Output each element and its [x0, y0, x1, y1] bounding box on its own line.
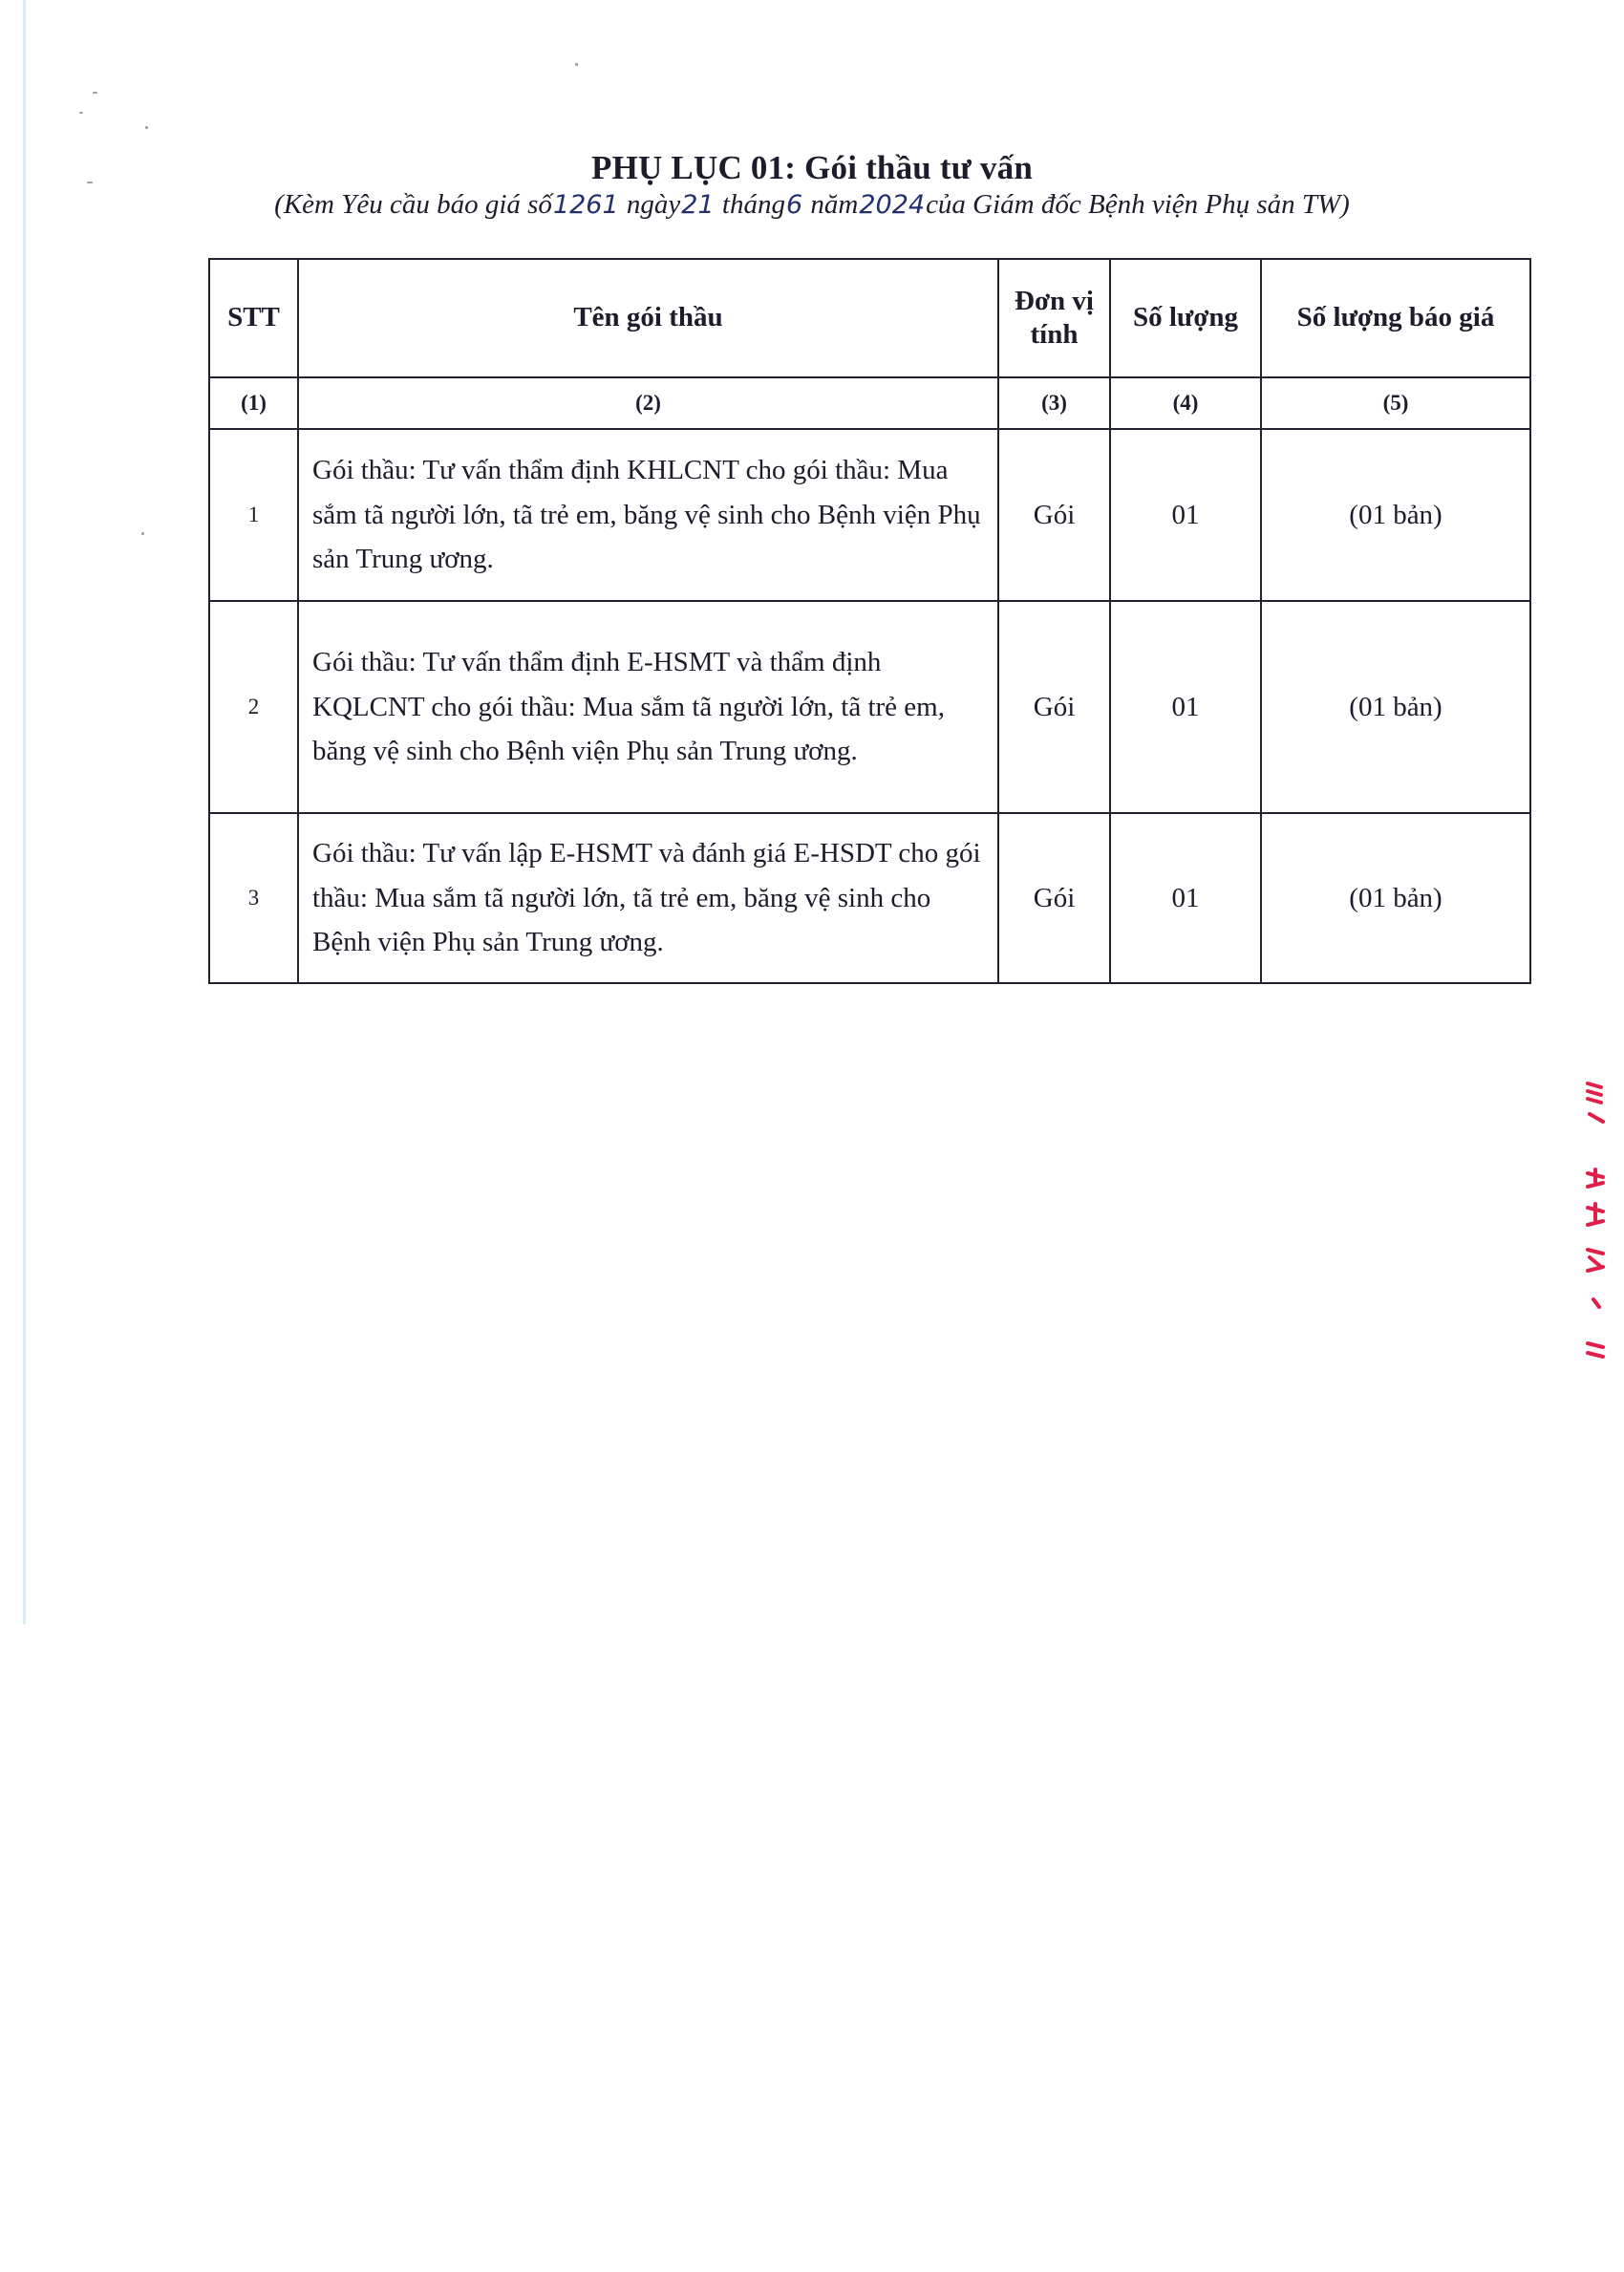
cell-name: Gói thầu: Tư vấn thẩm định KHLCNT cho gói thầu: Mua sắm tã người lớn, tã trẻ em, băng vệ sinh cho Bệnh viện Phụ sản Trung ương. [298, 429, 998, 601]
scan-speck [79, 112, 83, 114]
table-header-row [209, 259, 1530, 377]
cell-quote-quantity: (01 bản) [1261, 601, 1530, 813]
column-header-quote-quantity: Số lượng báo giá [1261, 259, 1530, 377]
column-number: (2) [298, 377, 998, 429]
cell-unit: Gói [998, 429, 1110, 601]
column-number: (1) [209, 377, 298, 429]
subtitle-day-label: ngày [619, 189, 681, 220]
table-row [209, 601, 1530, 813]
column-number: (3) [998, 377, 1110, 429]
subtitle-month-label: tháng [715, 189, 785, 220]
table-column-number-row [209, 377, 1530, 429]
scan-speck [93, 92, 97, 94]
cell-stt: 3 [209, 813, 298, 983]
handwritten-day: 21 [681, 190, 715, 220]
subtitle-prefix: (Kèm Yêu cầu báo giá số [274, 189, 552, 220]
page-subtitle [0, 189, 1624, 221]
cell-name: Gói thầu: Tư vấn thẩm định E-HSMT và thẩm định KQLCNT cho gói thầu: Mua sắm tã người lớn, tã trẻ em, băng vệ sinh cho Bệnh viện Phụ sản Trung ương. [298, 601, 998, 813]
table-row [209, 813, 1530, 983]
column-header-name: Tên gói thầu [298, 259, 998, 377]
scan-speck [145, 126, 148, 129]
column-header-quantity: Số lượng [1110, 259, 1261, 377]
handwritten-number: 1261 [552, 190, 619, 220]
column-number: (4) [1110, 377, 1261, 429]
page-title: PHỤ LỤC 01: Gói thầu tư vấn [591, 149, 1033, 186]
scan-speck [575, 63, 578, 66]
bid-package-table [208, 258, 1531, 984]
scan-speck [141, 532, 144, 535]
cell-quote-quantity: (01 bản) [1261, 813, 1530, 983]
cell-quantity: 01 [1110, 601, 1261, 813]
cell-unit: Gói [998, 813, 1110, 983]
cell-unit: Gói [998, 601, 1110, 813]
cell-stt: 1 [209, 429, 298, 601]
cell-name: Gói thầu: Tư vấn lập E-HSMT và đánh giá E-HSDT cho gói thầu: Mua sắm tã người lớn, tã trẻ em, băng vệ sinh cho Bệnh viện Phụ sản Trung ương. [298, 813, 998, 983]
subtitle-suffix: của Giám đốc Bệnh viện Phụ sản TW) [926, 189, 1350, 220]
column-header-unit: Đơn vị tính [998, 259, 1110, 377]
subtitle-year-label: năm [803, 189, 859, 220]
scan-page-edge [23, 0, 26, 1624]
cell-quote-quantity: (01 bản) [1261, 429, 1530, 601]
handwritten-month: 6 [785, 190, 803, 220]
column-header-stt: STT [209, 259, 298, 377]
table-row [209, 429, 1530, 601]
cell-stt: 2 [209, 601, 298, 813]
column-number: (5) [1261, 377, 1530, 429]
handwritten-year: 2024 [859, 190, 926, 220]
cell-quantity: 01 [1110, 813, 1261, 983]
stamp-mark [1576, 1080, 1614, 1366]
cell-quantity: 01 [1110, 429, 1261, 601]
